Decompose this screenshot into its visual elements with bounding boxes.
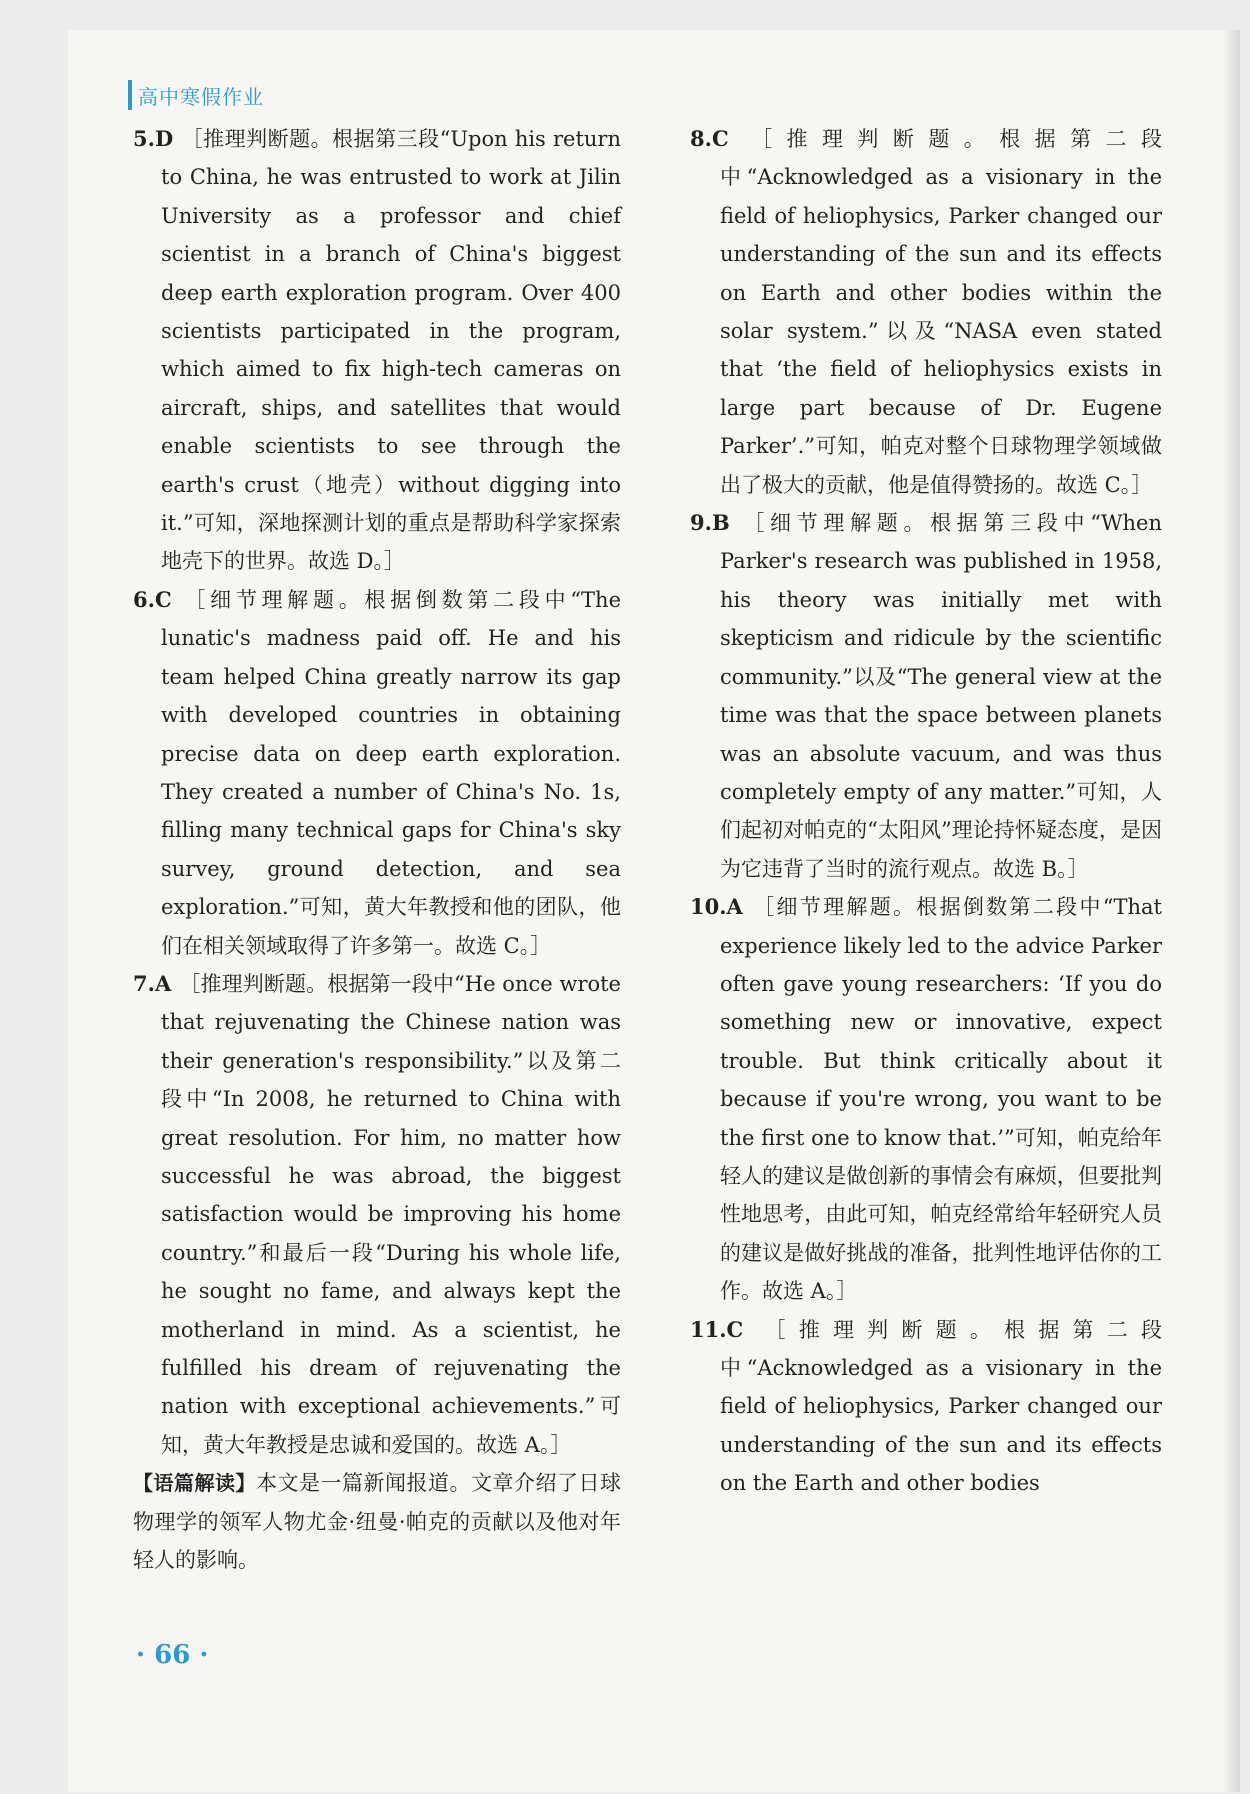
- item-answer: C: [711, 126, 729, 151]
- item-explanation: ［推理判断题。根据第二段中“Acknowledged as a visionary in the field of heliophysics, Parker changed our understanding of the sun and its effects on the Earth and other bodies: [720, 1317, 1162, 1496]
- answer-item-9: [690, 504, 1162, 888]
- page-number: · 66 ·: [136, 1640, 209, 1670]
- item-number: 10.: [690, 894, 727, 920]
- answer-item-10: [690, 888, 1162, 1310]
- item-explanation: ［推理判断题。根据第二段中“Acknowledged as a visionary in the field of heliophysics, Parker changed our understanding of the sun and its effects on Earth and other bodies within the solar system.”以及“NASA even stated that ‘the field of heliophysics exists in large part because of Dr. Eugene Parker’.”可知，帕克对整个日球物理学领域做出了极大的贡献，他是值得赞扬的。故选 C。］: [720, 127, 1162, 497]
- answer-item-7: [133, 965, 621, 1464]
- answer-item-5: [133, 120, 621, 581]
- header-accent-bar: [128, 80, 132, 110]
- page-edge-shadow: [1222, 30, 1240, 1792]
- item-answer: C: [726, 1316, 744, 1342]
- item-number: 6.: [133, 586, 155, 612]
- item-number: 7.: [133, 970, 155, 996]
- running-header: [128, 76, 264, 114]
- item-number: 11.: [690, 1316, 727, 1342]
- passage-reading-note: [133, 1464, 621, 1579]
- item-answer: A: [154, 970, 172, 996]
- reading-tag: 【语篇解读】: [133, 1471, 256, 1496]
- item-answer: D: [154, 126, 174, 151]
- item-explanation: ［推理判断题。根据第三段“Upon his return to China, he was entrusted to work at Jilin University as a professor and chief scientist in a branch of China's biggest deep earth exploration program. Over 400 scientists participated in the program, which aimed to fix high-tech cameras on aircraft, ships, and satellites that would enable scientists to see through the earth's crust（地壳）without digging into it.”可知，深地探测计划的重点是帮助科学家探索地壳下的世界。故选 D。］: [161, 127, 621, 574]
- item-explanation: ［细节理解题。根据倒数第二段中“That experience likely led to the advice Parker often gave young researchers: ‘If you do something new or innovative, expect trouble. But think critically about it because if you're wrong, you want to be the first one to know that.’”可知，帕克给年轻人的建议是做创新的事情会有麻烦，但要批判性地思考，由此可知，帕克经常给年轻研究人员的建议是做好挑战的准备，批判性地评估你的工作。故选 A。］: [720, 895, 1162, 1304]
- header-title: 高中寒假作业: [138, 84, 264, 109]
- item-number: 9.: [690, 510, 712, 536]
- item-explanation: ［细节理解题。根据倒数第二段中“The lunatic's madness paid off. He and his team helped China greatly narrow its gap with developed countries in obtaining precise data on deep earth exploration. They created a number of China's No. 1s, filling many technical gaps for China's sky survey, ground detection, and sea exploration.”可知，黄大年教授和他的团队，他们在相关领域取得了许多第一。故选 C。］: [161, 587, 621, 958]
- answer-item-6: [133, 581, 621, 965]
- answer-item-8: [690, 120, 1162, 504]
- answer-item-11: [690, 1311, 1162, 1503]
- item-answer: B: [711, 510, 730, 536]
- item-number: 5.: [133, 126, 155, 151]
- item-answer: C: [154, 586, 172, 612]
- right-column: [690, 120, 1162, 1503]
- item-explanation: ［推理判断题。根据第一段中“He once wrote that rejuvenating the Chinese nation was their generation's responsibility.”以及第二段中“In 2008, he returned to China with great resolution. For him, no matter how successful he was abroad, the biggest satisfaction would be improving his home country.”和最后一段“During his whole life, he sought no fame, and always kept the motherland in mind. As a scientist, he fulfilled his dream of rejuvenating the nation with exceptional achievements.”可知，黄大年教授是忠诚和爱国的。故选 A。］: [161, 971, 621, 1457]
- reading-text: 本文是一篇新闻报道。文章介绍了日球物理学的领军人物尤金·纽曼·帕克的贡献以及他对年轻人的影响。: [133, 1471, 621, 1573]
- left-column: [133, 120, 621, 1579]
- item-number: 8.: [690, 126, 712, 151]
- item-answer: A: [726, 894, 743, 920]
- item-explanation: ［细节理解题。根据第三段中“When Parker's research was published in 1958, his theory was initially met with skepticism and ridicule by the scientific community.”以及“The general view at the time was that the space between planets was an absolute vacuum, and was thus completely empty of any matter.”可知，人们起初对帕克的“太阳风”理论持怀疑态度，是因为它违背了当时的流行观点。故选 B。］: [720, 511, 1162, 881]
